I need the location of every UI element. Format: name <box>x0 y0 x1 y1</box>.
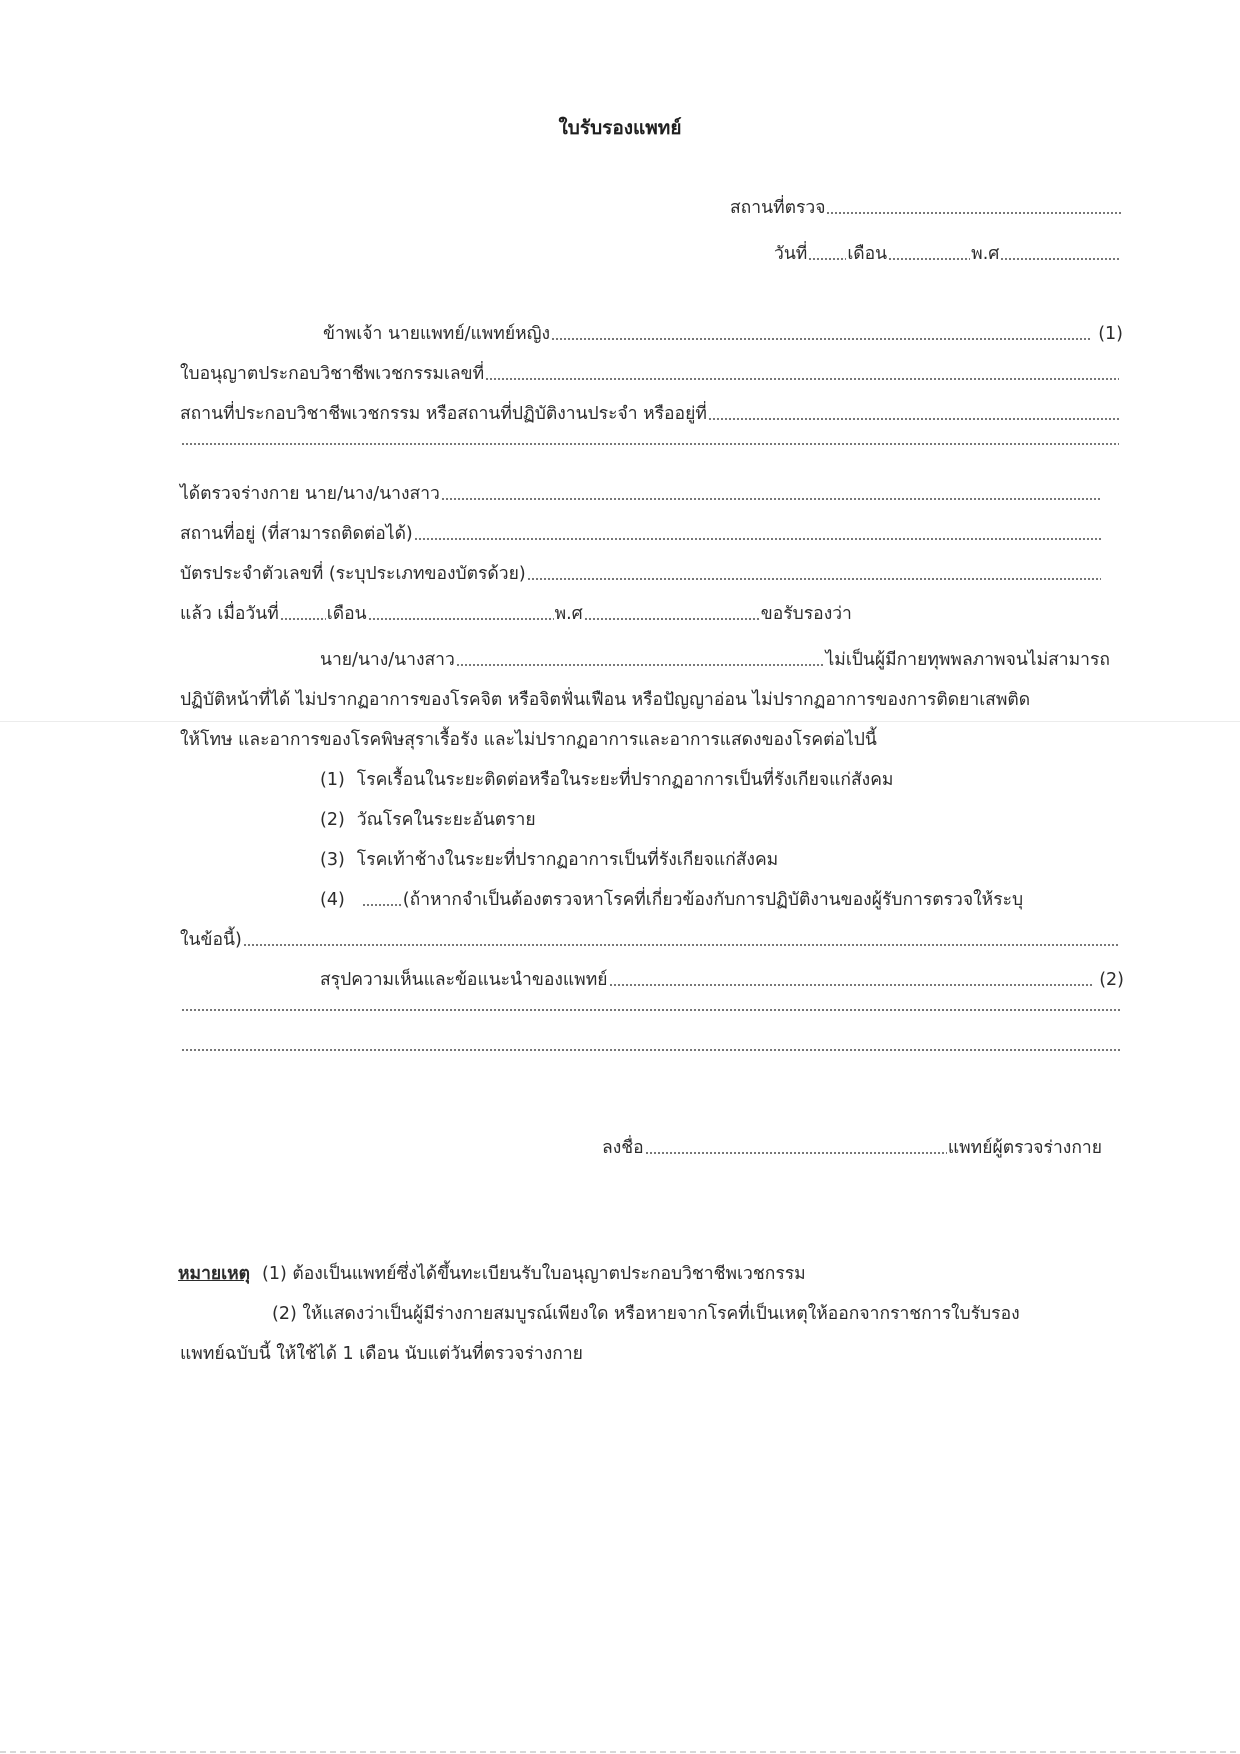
doctor-name-field[interactable] <box>551 337 1091 341</box>
disease-text: โรคเท้าช้างในระยะที่ปรากฏอาการเป็นที่รังเกียจแก่สังคม <box>356 850 779 870</box>
exam-date-detail-row <box>180 602 1000 626</box>
year-field[interactable] <box>1000 257 1121 261</box>
certification-name-row <box>320 648 1110 672</box>
disease-4-continuation: ในข้อนี้) <box>180 930 242 950</box>
exam-place-field[interactable] <box>826 211 1121 215</box>
month-field[interactable] <box>888 257 970 261</box>
disease-number: (3) <box>320 850 345 870</box>
sign-label: ลงชื่อ <box>602 1138 644 1158</box>
certify-label: ขอรับรองว่า <box>760 604 852 624</box>
footnote-ref-2: (2) <box>1099 970 1124 990</box>
patient-address-field[interactable] <box>414 537 1101 541</box>
scan-artifact-line <box>0 721 1240 722</box>
opinion-row-3 <box>180 1048 1122 1057</box>
disease-4-field[interactable] <box>362 903 402 907</box>
exam-month-field[interactable] <box>368 617 554 621</box>
opinion-label: สรุปความเห็นและข้อแนะนำของแพทย์ <box>320 970 608 990</box>
note-2: (2) ให้แสดงว่าเป็นผู้มีร่างกายสมบูรณ์เพียงใด หรือหายจากโรคที่เป็นเหตุให้ออกจากราชการใบรับรอง <box>272 1304 1020 1324</box>
certified-name-prefix: นาย/นาง/นางสาว <box>320 650 455 670</box>
disease-item-2 <box>320 808 536 832</box>
day-field[interactable] <box>808 257 846 261</box>
disease-item-4 <box>320 888 1120 912</box>
exam-year-field[interactable] <box>584 617 760 621</box>
certification-line-2: ปฏิบัติหน้าที่ได้ ไม่ปรากฏอาการของโรคจิต หรือจิตฟั่นเฟือน หรือปัญญาอ่อน ไม่ปรากฏอาการของการติดยาเสพติด <box>180 690 1031 710</box>
note-1-row <box>178 1262 806 1286</box>
scan-bottom-edge <box>0 1751 1240 1753</box>
disease-text: (ถ้าหากจำเป็นต้องตรวจหาโรคที่เกี่ยวข้องกับการปฏิบัติงานของผู้รับการตรวจให้ระบุ <box>402 890 1024 910</box>
notes-heading: หมายเหตุ <box>178 1264 251 1284</box>
disease-item-3 <box>320 848 778 872</box>
workplace-row <box>180 402 1120 426</box>
id-card-field[interactable] <box>527 577 1101 581</box>
patient-name-row <box>180 482 1102 506</box>
note-1: (1) ต้องเป็นแพทย์ซึ่งได้ขึ้นทะเบียนรับใบอนุญาตประกอบวิชาชีพเวชกรรม <box>262 1264 806 1284</box>
then-date-label: แล้ว เมื่อวันที่ <box>180 604 279 624</box>
patient-name-field[interactable] <box>441 497 1101 501</box>
certified-name-field[interactable] <box>456 663 825 667</box>
opinion-field[interactable] <box>609 983 1093 987</box>
exam-day-field[interactable] <box>280 617 326 621</box>
patient-address-row <box>180 522 1102 546</box>
exam-place-row <box>730 196 1122 220</box>
license-number-field[interactable] <box>485 377 1119 381</box>
exam-place-label: สถานที่ตรวจ <box>730 198 826 218</box>
examining-doctor-label: แพทย์ผู้ตรวจร่างกาย <box>947 1138 1102 1158</box>
workplace-field[interactable] <box>708 417 1119 421</box>
disease-text: วัณโรคในระยะอันตราย <box>356 810 536 830</box>
document-title: ใบรับรองแพทย์ <box>558 117 682 139</box>
workplace-row-2 <box>180 442 1120 451</box>
opinion-row <box>320 968 1124 992</box>
address-label: สถานที่อยู่ (ที่สามารถติดต่อได้) <box>180 524 413 544</box>
opinion-field-continued-2[interactable] <box>181 1048 1121 1052</box>
license-label: ใบอนุญาตประกอบวิชาชีพเวชกรรมเลขที่ <box>180 364 485 384</box>
disease-text: โรคเรื้อนในระยะติดต่อหรือในระยะที่ปรากฏอาการเป็นที่รังเกียจแก่สังคม <box>356 770 894 790</box>
disease-number: (2) <box>320 810 345 830</box>
exam-date-row <box>774 242 1122 266</box>
opinion-row-2 <box>180 1008 1122 1017</box>
doctor-name-row <box>323 322 1123 346</box>
id-card-label: บัตรประจำตัวเลขที่ (ระบุประเภทของบัตรด้วย) <box>180 564 526 584</box>
disease-4-continuation-row <box>180 928 1120 952</box>
workplace-label: สถานที่ประกอบวิชาชีพเวชกรรม หรือสถานที่ปฏิบัติงานประจำ หรืออยู่ที่ <box>180 404 707 424</box>
disease-number: (4) <box>320 890 345 910</box>
footnote-ref-1: (1) <box>1098 324 1123 344</box>
signature-row <box>602 1136 1102 1160</box>
date-label: วันที่ <box>774 244 808 264</box>
signature-field[interactable] <box>645 1151 947 1155</box>
month-label: เดือน <box>847 244 888 264</box>
note-2-continuation: แพทย์ฉบับนี้ ให้ใช้ได้ 1 เดือน นับแต่วันที่ตรวจร่างกาย <box>180 1344 583 1364</box>
disease-4-detail-field[interactable] <box>243 943 1119 947</box>
exam-month-label: เดือน <box>326 604 367 624</box>
examined-label: ได้ตรวจร่างกาย นาย/นาง/นางสาว <box>180 484 440 504</box>
license-row <box>180 362 1120 386</box>
opinion-field-continued-1[interactable] <box>181 1008 1121 1012</box>
doctor-intro-label: ข้าพเจ้า นายแพทย์/แพทย์หญิง <box>323 324 551 344</box>
id-card-row <box>180 562 1102 586</box>
exam-year-label: พ.ศ <box>554 604 583 624</box>
year-label: พ.ศ <box>971 244 1000 264</box>
certification-line1: ไม่เป็นผู้มีกายทุพพลภาพจนไม่สามารถ <box>825 650 1110 670</box>
certification-line-3: ให้โทษ และอาการของโรคพิษสุราเรื้อรัง และไม่ปรากฏอาการและอาการแสดงของโรคต่อไปนี้ <box>180 730 877 750</box>
workplace-field-continued[interactable] <box>181 442 1119 446</box>
disease-number: (1) <box>320 770 345 790</box>
disease-item-1 <box>320 768 893 792</box>
